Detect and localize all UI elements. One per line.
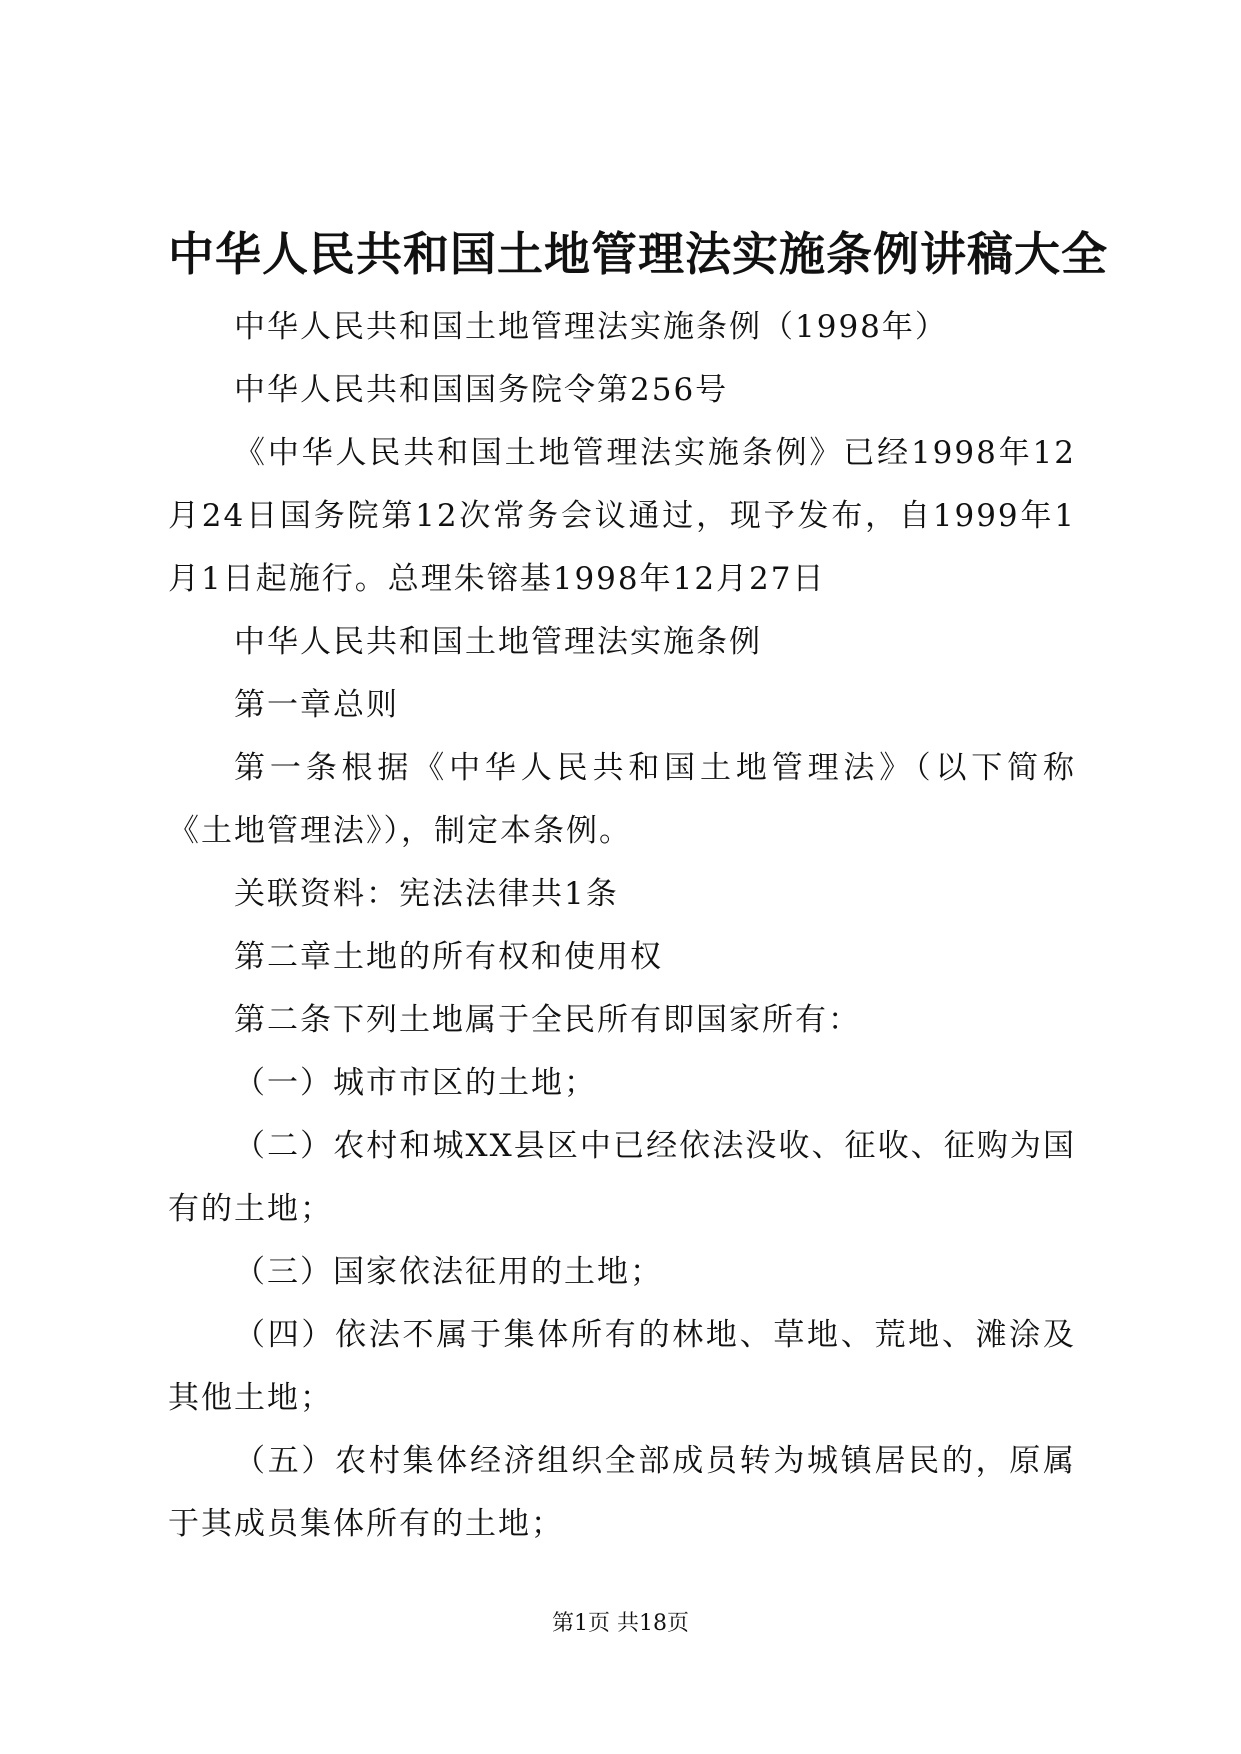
paragraph-9: 第二条下列土地属于全民所有即国家所有： — [234, 1002, 861, 1038]
document-title: 中华人民共和国土地管理法实施条例讲稿大全 — [168, 227, 1108, 281]
paragraph-10: （一）城市市区的土地； — [234, 1065, 597, 1101]
paragraph-11: （二）农村和城XX县区中已经依法没收、征收、征购为国有的土地； — [168, 1128, 1076, 1227]
paragraph-12: （三）国家依法征用的土地； — [234, 1254, 663, 1290]
paragraph-6: 第一条根据《中华人民共和国土地管理法》（以下简称《土地管理法》），制定本条例。 — [168, 750, 1076, 849]
paragraph-13: （四）依法不属于集体所有的林地、草地、荒地、滩涂及其他土地； — [168, 1317, 1076, 1416]
page-footer: 第1页 共18页 — [552, 1611, 689, 1636]
document-body — [168, 226, 1108, 1556]
paragraph-7: 关联资料：宪法法律共1条 — [234, 876, 619, 912]
paragraph-8: 第二章土地的所有权和使用权 — [234, 939, 663, 975]
paragraph-2: 中华人民共和国国务院令第256号 — [234, 372, 729, 408]
paragraph-14: （五）农村集体经济组织全部成员转为城镇居民的，原属于其成员集体所有的土地； — [168, 1443, 1076, 1542]
paragraph-4: 中华人民共和国土地管理法实施条例 — [234, 624, 762, 660]
paragraph-3: 《中华人民共和国土地管理法实施条例》已经1998年12月24日国务院第12次常务会议通过，现予发布，自1999年1月1日起施行。总理朱镕基1998年12月27日 — [168, 435, 1076, 597]
paragraph-5: 第一章总则 — [234, 687, 399, 723]
paragraph-1: 中华人民共和国土地管理法实施条例（1998年） — [234, 309, 948, 345]
